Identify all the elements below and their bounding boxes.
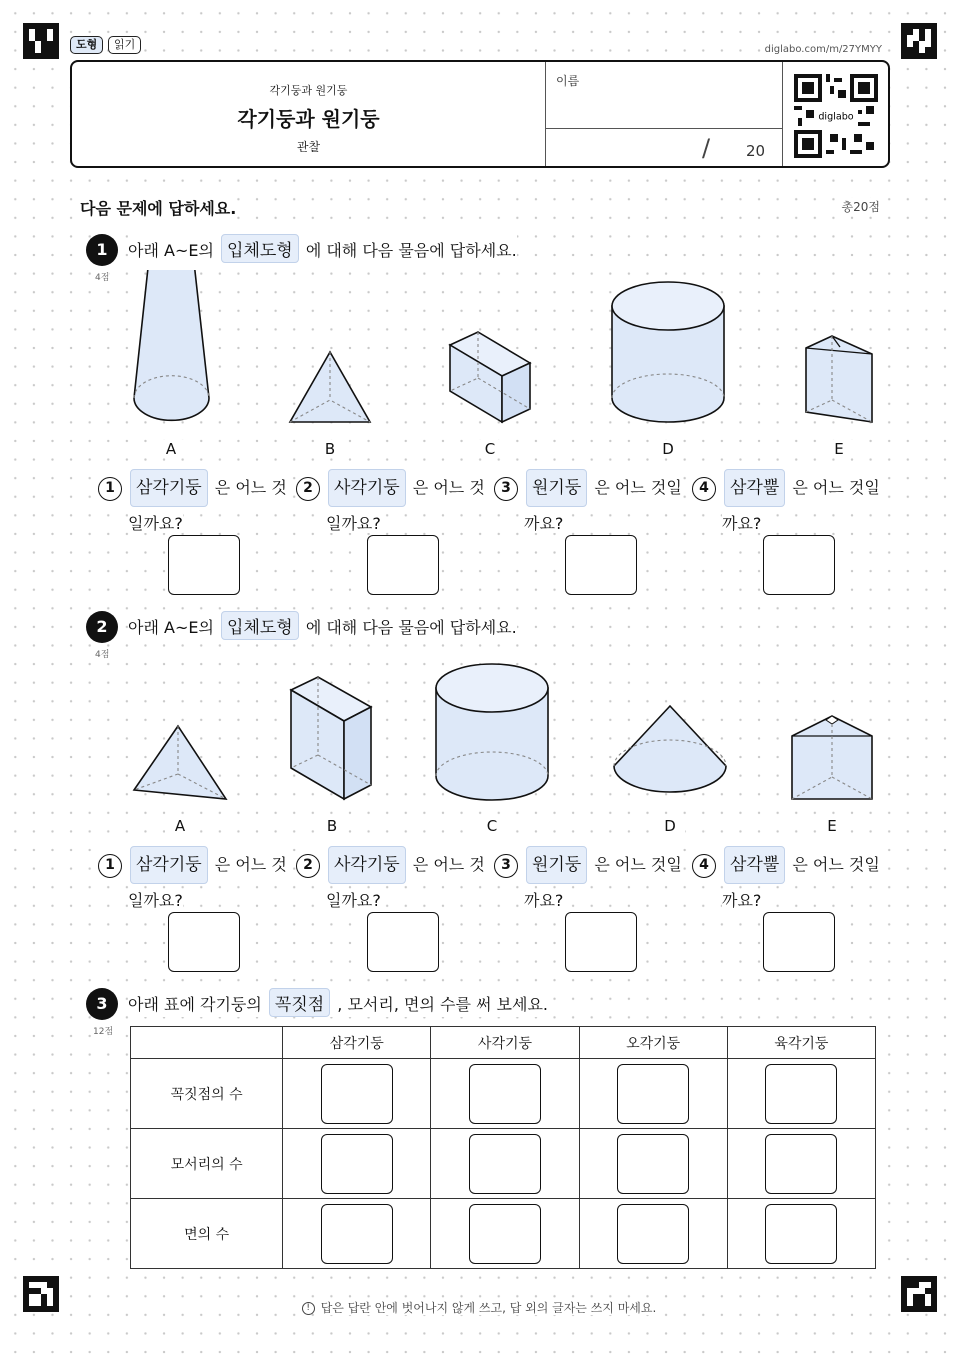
header-title: 각기둥과 원기둥 <box>237 107 380 131</box>
footer-note <box>0 1299 960 1316</box>
question-points-3: 12점 <box>93 1024 113 1037</box>
q1-label-c: C <box>475 440 505 458</box>
q2-sub-3-num: 3 <box>494 854 518 878</box>
table-row-header: 모서리의 수 <box>131 1129 283 1199</box>
q1-shape-c-rectangular-prism-icon <box>450 332 530 422</box>
q2-text-before: 아래 A~E의 <box>128 618 214 637</box>
q1-answer-box-3[interactable] <box>565 535 637 595</box>
table-answer-box[interactable] <box>321 1134 393 1194</box>
header-unit: 관찰 <box>296 140 321 154</box>
q2-answer-box-2[interactable] <box>367 912 439 972</box>
q2-sub-2-line2: 일까요? <box>326 891 381 910</box>
table-col-header: 사각기둥 <box>431 1027 579 1059</box>
question-number-3: 3 <box>86 988 118 1020</box>
score-total: 20 <box>746 142 766 160</box>
question-text-3 <box>128 988 548 1017</box>
q1-sub-2-num: 2 <box>296 477 320 501</box>
qr-divider <box>782 62 783 166</box>
q3-text-before: 아래 표에 각기둥의 <box>128 995 262 1014</box>
q2-sub-3-keyword: 원기둥 <box>526 846 587 884</box>
q2-sub-4-line1: 은 어느 것일 <box>792 855 880 874</box>
q1-label-b: B <box>315 440 345 458</box>
question-points-1: 4점 <box>95 270 109 283</box>
warning-icon: ! <box>302 1302 315 1315</box>
q1-sub-1-keyword: 삼각기둥 <box>130 469 208 507</box>
q1-text-after: 에 대해 다음 물음에 답하세요. <box>305 241 517 260</box>
table-row <box>131 1199 876 1269</box>
q3-keyword: 꼭짓점 <box>269 988 330 1017</box>
header-title-block <box>72 62 546 166</box>
table-answer-box[interactable] <box>617 1204 689 1264</box>
q2-sub-3-line1: 은 어느 것일 <box>594 855 682 874</box>
q2-sub-4 <box>692 846 882 918</box>
score-slash: / <box>702 134 711 162</box>
qr-code-icon <box>794 74 878 158</box>
q2-sub-1-line2: 일까요? <box>128 891 183 910</box>
q1-sub-4-line2: 까요? <box>722 514 762 533</box>
question-text-1 <box>128 234 517 263</box>
q2-text-after: 에 대해 다음 물음에 답하세요. <box>305 618 517 637</box>
q1-answer-box-4[interactable] <box>763 535 835 595</box>
q2-answer-box-4[interactable] <box>763 912 835 972</box>
q3-text-after: , 모서리, 면의 수를 써 보세요. <box>337 995 549 1014</box>
q1-sub-1-num: 1 <box>98 477 122 501</box>
table-answer-box[interactable] <box>765 1064 837 1124</box>
q2-sub-2-num: 2 <box>296 854 320 878</box>
url-text: diglabo.com/m/27YMYY <box>764 44 882 55</box>
table-answer-box[interactable] <box>617 1134 689 1194</box>
q2-label-c: C <box>477 817 507 835</box>
table-row-header: 면의 수 <box>131 1199 283 1269</box>
q2-shapes <box>0 650 960 815</box>
footer-text: 답은 답란 안에 벗어나지 않게 쓰고, 답 외의 글자는 쓰지 마세요. <box>320 1301 657 1315</box>
q1-shape-b-triangular-pyramid-icon <box>290 352 370 422</box>
q1-shapes <box>0 270 960 440</box>
table-row-header: 꼭짓점의 수 <box>131 1059 283 1129</box>
q1-shape-e-triangular-prism-icon <box>806 336 872 422</box>
q1-sub-1-line1: 은 어느 것 <box>214 478 287 497</box>
q2-label-a: A <box>165 817 195 835</box>
q2-sub-4-keyword: 삼각뿔 <box>724 846 785 884</box>
table-row <box>131 1059 876 1129</box>
q1-sub-1 <box>98 469 288 541</box>
q1-sub-4-keyword: 삼각뿔 <box>724 469 785 507</box>
table-answer-box[interactable] <box>765 1204 837 1264</box>
q2-sub-2-keyword: 사각기둥 <box>328 846 406 884</box>
total-points: 총20점 <box>841 200 880 214</box>
q2-sub-1-keyword: 삼각기둥 <box>130 846 208 884</box>
q1-label-e: E <box>824 440 854 458</box>
q1-answer-box-2[interactable] <box>367 535 439 595</box>
table-header-row <box>131 1027 876 1059</box>
q2-shape-e-triangular-prism-icon <box>792 716 872 799</box>
q1-sub-1-line2: 일까요? <box>128 514 183 533</box>
q1-sub-3-keyword: 원기둥 <box>526 469 587 507</box>
table-col-header: 삼각기둥 <box>283 1027 431 1059</box>
question-number-2: 2 <box>86 611 118 643</box>
q2-sub-4-num: 4 <box>692 854 716 878</box>
q2-keyword: 입체도형 <box>221 611 299 640</box>
q1-shape-a-cone-icon <box>134 270 209 420</box>
qr-label: diglabo <box>818 111 854 123</box>
q1-sub-2-line2: 일까요? <box>326 514 381 533</box>
q2-sub-1 <box>98 846 288 918</box>
q2-label-d: D <box>655 817 685 835</box>
q2-answer-box-1[interactable] <box>168 912 240 972</box>
q1-sub-2 <box>296 469 486 541</box>
q2-sub-1-num: 1 <box>98 854 122 878</box>
table-col-header: 오각기둥 <box>579 1027 727 1059</box>
q2-shape-d-cone-icon <box>614 706 726 792</box>
table-answer-box[interactable] <box>765 1134 837 1194</box>
table-answer-box[interactable] <box>617 1064 689 1124</box>
q2-shape-b-rectangular-prism-icon <box>291 677 371 799</box>
tag-active: 도형 <box>70 36 103 54</box>
table-answer-box[interactable] <box>469 1064 541 1124</box>
question-points-2: 4점 <box>95 647 109 660</box>
table-answer-box[interactable] <box>469 1134 541 1194</box>
table-row <box>131 1129 876 1199</box>
q1-sub-2-line1: 은 어느 것 <box>412 478 485 497</box>
q2-shape-a-triangular-pyramid-icon <box>134 726 226 799</box>
question-number-1: 1 <box>86 234 118 266</box>
q1-shape-d-cylinder-icon <box>612 282 724 422</box>
header-subtitle: 각기둥과 원기둥 <box>269 84 348 97</box>
q2-shape-c-cylinder-icon <box>436 664 548 800</box>
question-text-2 <box>128 611 517 640</box>
q1-sub-4-line1: 은 어느 것일 <box>792 478 880 497</box>
q1-answer-box-1[interactable] <box>168 535 240 595</box>
q2-sub-3-line2: 까요? <box>524 891 564 910</box>
header-divider <box>546 128 782 129</box>
table-answer-box[interactable] <box>469 1204 541 1264</box>
instruction: 다음 문제에 답하세요. <box>80 196 236 219</box>
q1-sub-3-num: 3 <box>494 477 518 501</box>
q1-sub-2-keyword: 사각기둥 <box>328 469 406 507</box>
q2-label-e: E <box>817 817 847 835</box>
q1-sub-3-line2: 까요? <box>524 514 564 533</box>
q3-answer-table <box>130 1026 876 1269</box>
tag-other: 읽기 <box>108 36 141 54</box>
q2-sub-2 <box>296 846 486 918</box>
q2-answer-box-3[interactable] <box>565 912 637 972</box>
q2-sub-1-line1: 은 어느 것 <box>214 855 287 874</box>
q1-sub-3 <box>494 469 684 541</box>
q1-sub-4-num: 4 <box>692 477 716 501</box>
q2-sub-3 <box>494 846 684 918</box>
q2-sub-4-line2: 까요? <box>722 891 762 910</box>
table-answer-box[interactable] <box>321 1204 393 1264</box>
table-corner-cell <box>131 1027 283 1059</box>
q2-label-b: B <box>317 817 347 835</box>
q1-text-before: 아래 A~E의 <box>128 241 214 260</box>
q1-keyword: 입체도형 <box>221 234 299 263</box>
corner-marker-top-left <box>23 23 59 59</box>
q1-label-a: A <box>156 440 186 458</box>
worksheet-header <box>70 60 890 168</box>
q1-label-d: D <box>653 440 683 458</box>
q1-sub-4 <box>692 469 882 541</box>
q2-sub-2-line1: 은 어느 것 <box>412 855 485 874</box>
table-col-header: 육각기둥 <box>727 1027 875 1059</box>
corner-marker-top-right <box>901 23 937 59</box>
name-label: 이름 <box>556 74 580 88</box>
q1-sub-3-line1: 은 어느 것일 <box>594 478 682 497</box>
table-answer-box[interactable] <box>321 1064 393 1124</box>
